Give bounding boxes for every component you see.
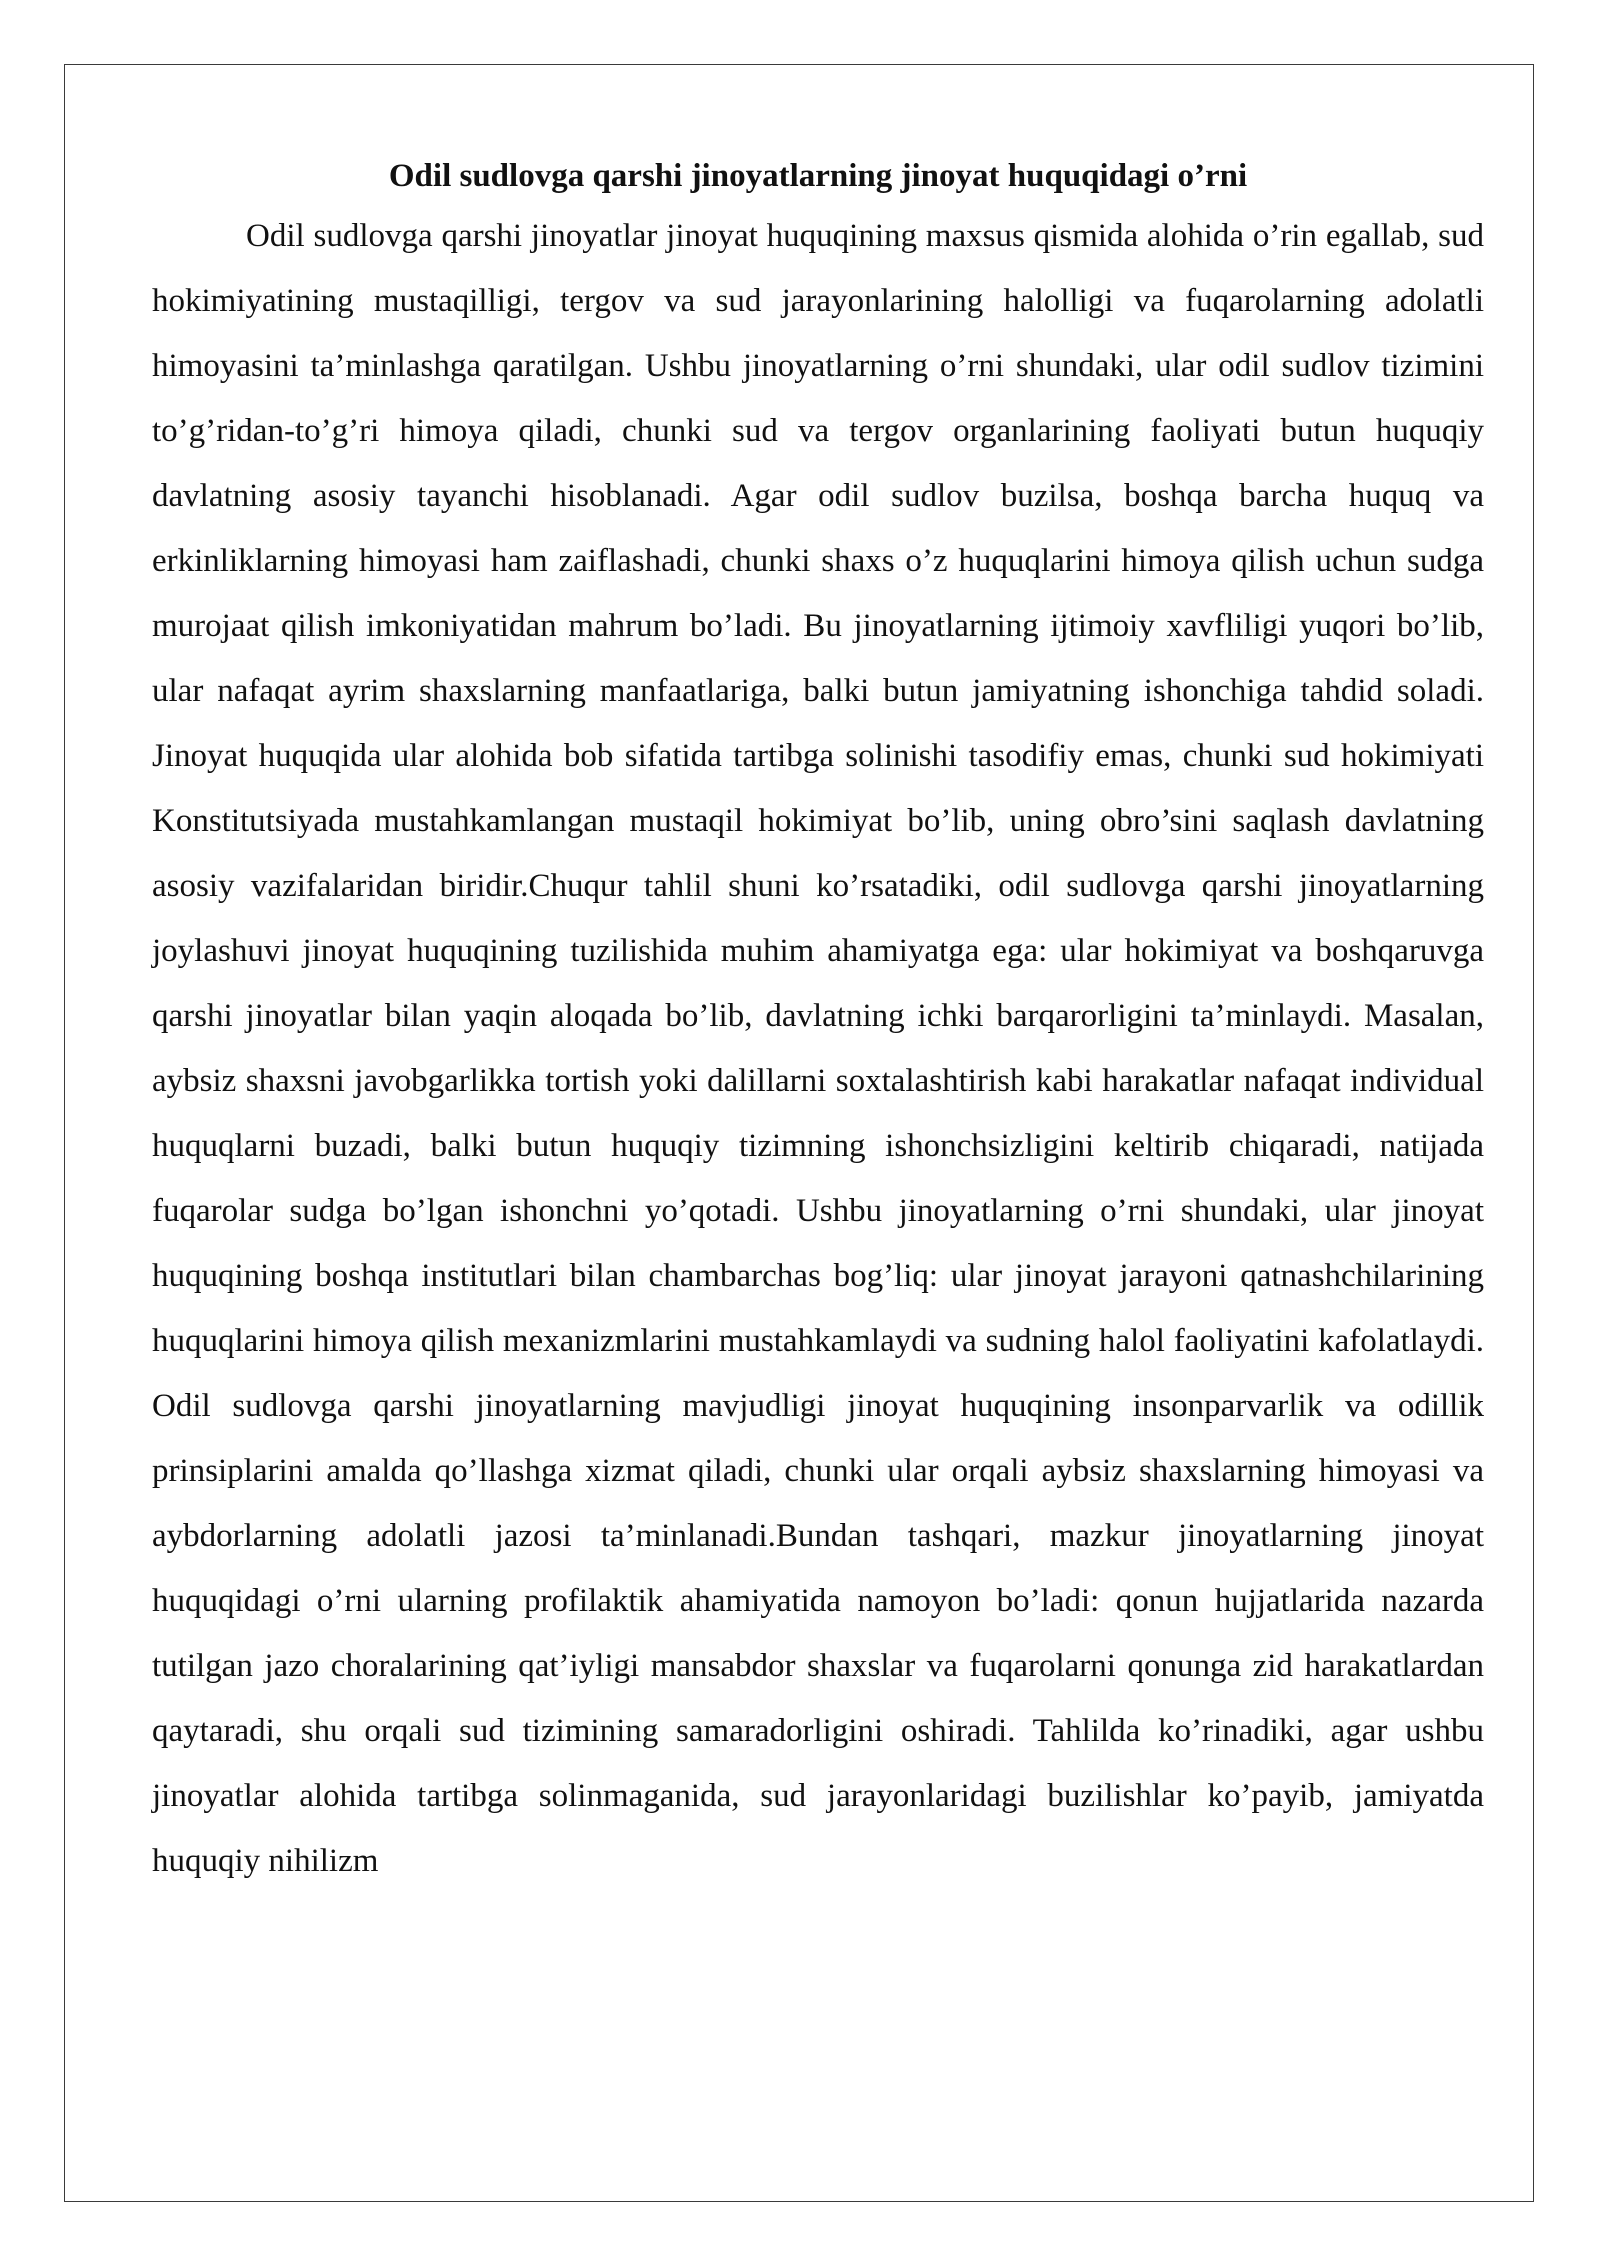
document-content [152, 148, 1484, 1894]
body-paragraph: Odil sudlovga qarshi jinoyatlar jinoyat huquqining maxsus qismida alohida o’rin egallab, sud hokimiyatining mustaqilligi, tergov va sud jarayonlarining halolligi va fuqarolarning adolatli himoyasini ta’minlashga qaratilgan. Ushbu jinoyatlarning o’rni shundaki, ular odil sudlov tizimini to’g’ridan-to’g’ri himoya qiladi, chunki sud va tergov organlarining faoliyati butun huquqiy davlatning asosiy tayanchi hisoblanadi. Agar odil sudlov buzilsa, boshqa barcha huquq va erkinliklarning himoyasi ham zaiflashadi, chunki shaxs o’z huquqlarini himoya qilish uchun sudga murojaat qilish imkoniyatidan mahrum bo’ladi. Bu jinoyatlarning ijtimoiy xavfliligi yuqori bo’lib, ular nafaqat ayrim shaxslarning manfaatlariga, balki butun jamiyatning ishonchiga tahdid soladi. Jinoyat huquqida ular alohida bob sifatida tartibga solinishi tasodifiy emas, chunki sud hokimiyati Konstitutsiyada mustahkamlangan mustaqil hokimiyat bo’lib, uning obro’sini saqlash davlatning asosiy vazifalaridan biridir.Chuqur tahlil shuni ko’rsatadiki, odil sudlovga qarshi jinoyatlarning joylashuvi jinoyat huquqining tuzilishida muhim ahamiyatga ega: ular hokimiyat va boshqaruvga qarshi jinoyatlar bilan yaqin aloqada bo’lib, davlatning ichki barqarorligini ta’minlaydi. Masalan, aybsiz shaxsni javobgarlikka tortish yoki dalillarni soxtalashtirish kabi harakatlar nafaqat individual huquqlarni buzadi, balki butun huquqiy tizimning ishonchsizligini keltirib chiqaradi, natijada fuqarolar sudga bo’lgan ishonchni yo’qotadi. Ushbu jinoyatlarning o’rni shundaki, ular jinoyat huquqining boshqa institutlari bilan chambarchas bog’liq: ular jinoyat jarayoni qatnashchilarining huquqlarini himoya qilish mexanizmlarini mustahkamlaydi va sudning halol faoliyatini kafolatlaydi. Odil sudlovga qarshi jinoyatlarning mavjudligi jinoyat huquqining insonparvarlik va odillik prinsiplarini amalda qo’llashga xizmat qiladi, chunki ular orqali aybsiz shaxslarning himoyasi va aybdorlarning adolatli jazosi ta’minlanadi.Bundan tashqari, mazkur jinoyatlarning jinoyat huquqidagi o’rni ularning profilaktik ahamiyatida namoyon bo’ladi: qonun hujjatlarida nazarda tutilgan jazo choralarining qat’iyligi mansabdor shaxslar va fuqarolarni qonunga zid harakatlardan qaytaradi, shu orqali sud tizimining samaradorligini oshiradi. Tahlilda ko’rinadiki, agar ushbu jinoyatlar alohida tartibga solinmaganida, sud jarayonlaridagi buzilishlar ko’payib, jamiyatda huquqiy nihilizm [152, 218, 1484, 1879]
document-title: Odil sudlovga qarshi jinoyatlarning jinoyat huquqidagi o’rni [388, 158, 1248, 194]
